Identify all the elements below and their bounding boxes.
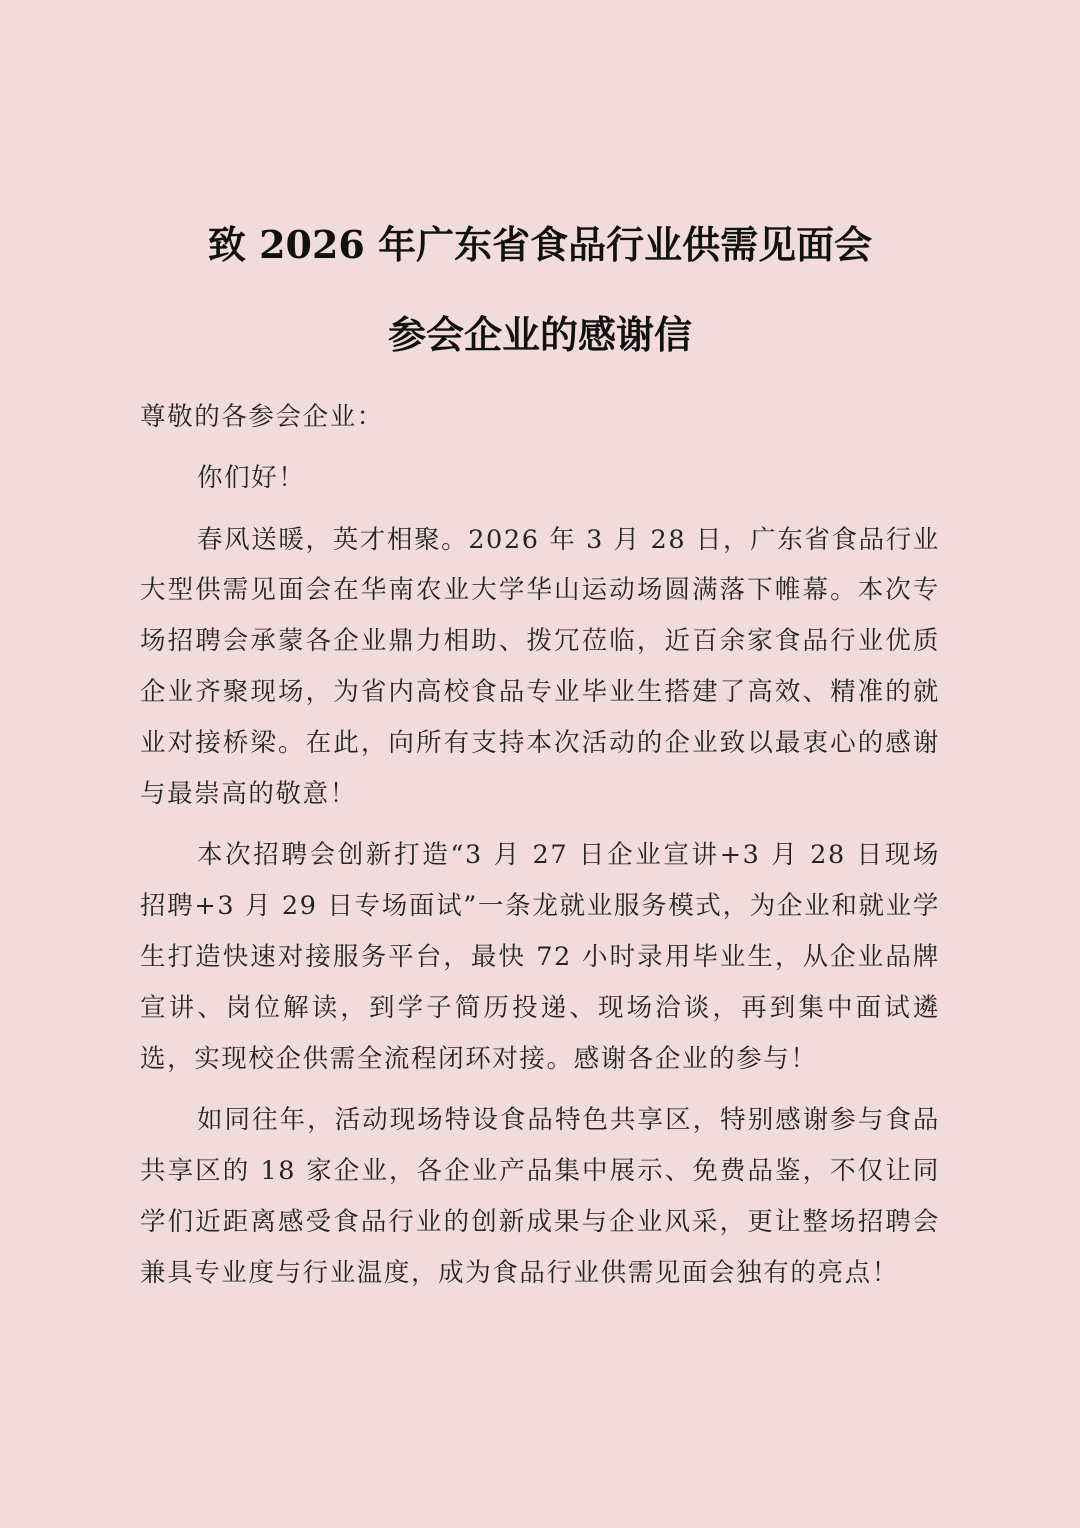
- letter-body: [140, 392, 940, 1310]
- letter-paragraph-3: 如同往年，活动现场特设食品特色共享区，特别感谢参与食品共享区的 18 家企业，各企业产品集中展示、免费品鉴，不仅让同学们近距离感受食品行业的创新成果与企业风采，更让整场招聘会兼具专业度与行业温度，成为食品行业供需见面会独有的亮点！: [140, 1105, 940, 1288]
- letter-paragraph-1: 春风送暖，英才相聚。2026 年 3 月 28 日，广东省食品行业大型供需见面会在华南农业大学华山运动场圆满落下帷幕。本次专场招聘会承蒙各企业鼎力相助、拨冗莅临，近百余家食品行业优质企业齐聚现场，为省内高校食品专业毕业生搭建了高效、精准的就业对接桥梁。在此，向所有支持本次活动的企业致以最衷心的感谢与最崇高的敬意！: [140, 524, 940, 809]
- letter-title-line-2: 参会企业的感谢信: [387, 312, 692, 357]
- letter-paragraph-2: 本次招聘会创新打造“3 月 27 日企业宣讲+3 月 28 日现场招聘+3 月 29 日专场面试”一条龙就业服务模式，为企业和就业学生打造快速对接服务平台，最快 72 小时录用毕业生，从企业品牌宣讲、岗位解读，到学子简历投递、现场洽谈，再到集中面试遴选，实现校企供需全流程闭环对接。感谢各企业的参与！: [140, 840, 940, 1074]
- letter-title-line-1: 致 2026 年广东省食品行业供需见面会: [207, 222, 873, 267]
- letter-salutation: 尊敬的各参会企业：: [140, 402, 384, 432]
- letter-greeting: 你们好！: [197, 462, 306, 493]
